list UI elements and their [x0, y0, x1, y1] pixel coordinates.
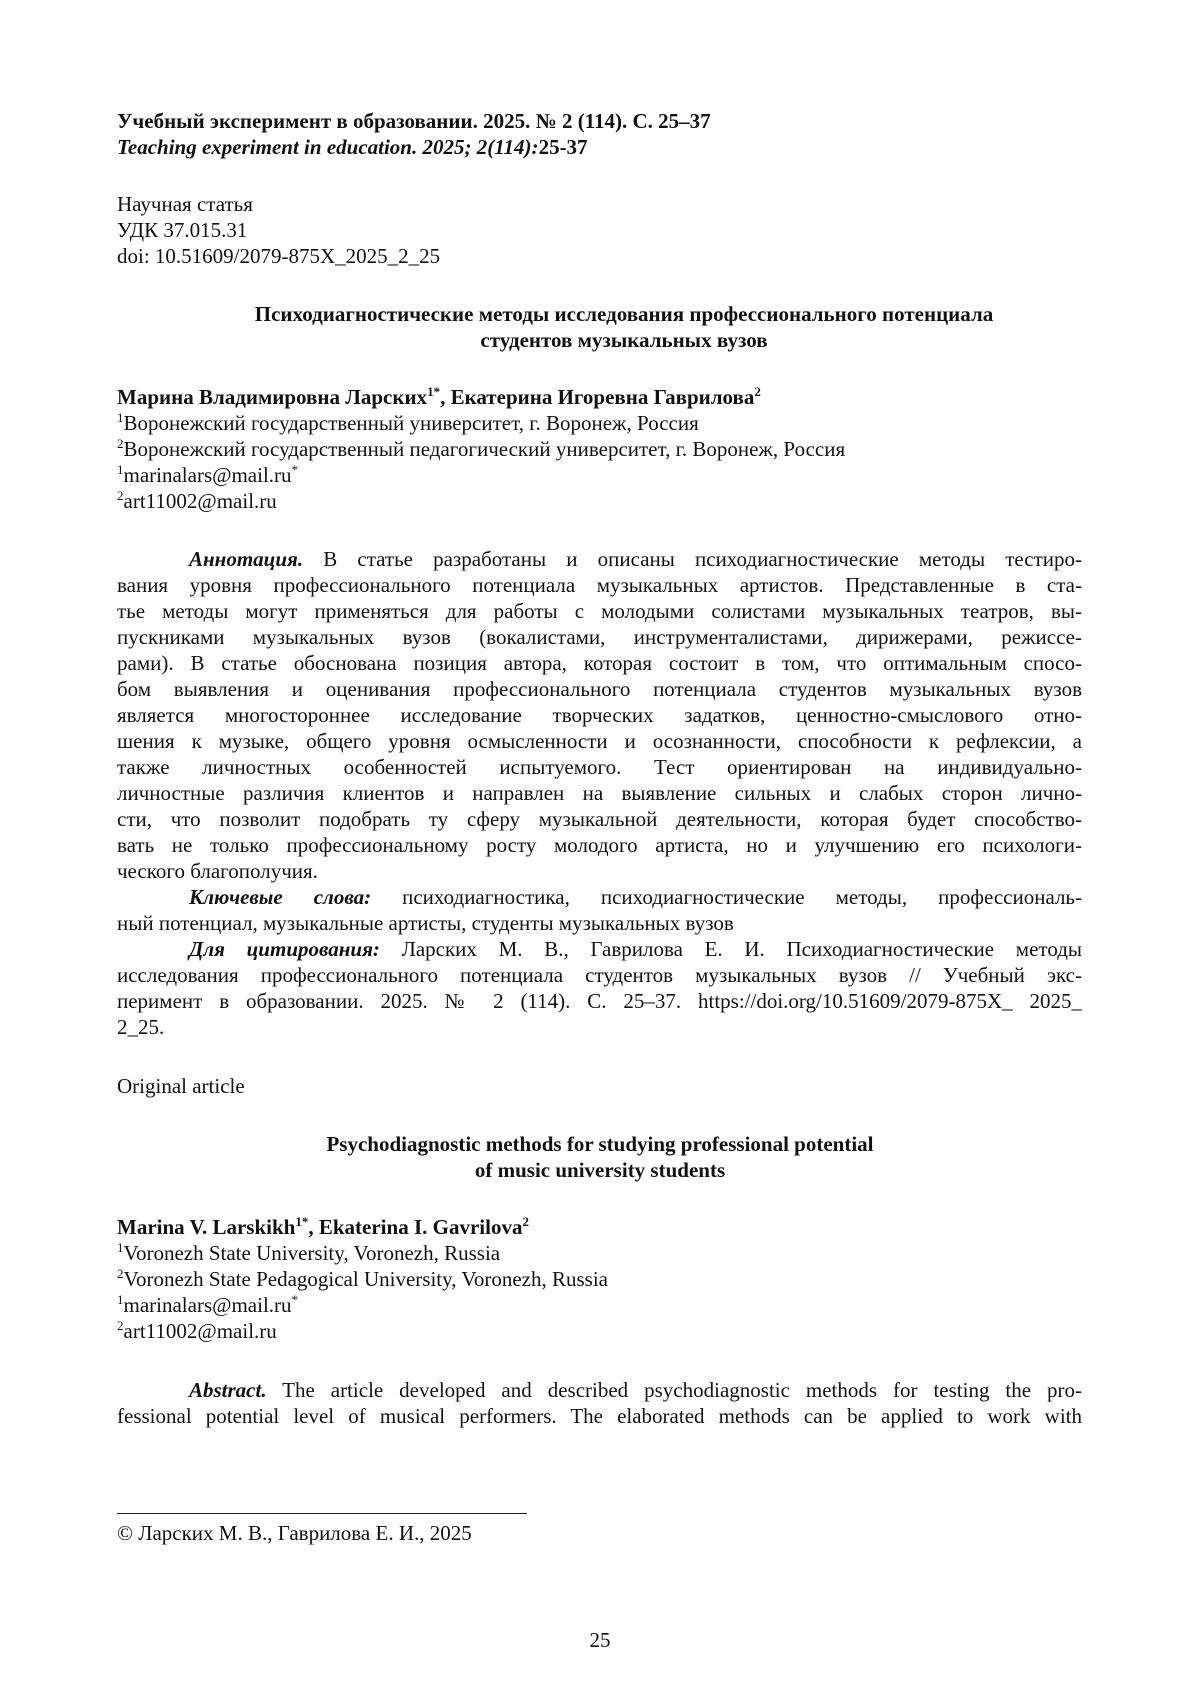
author-en-1-sup: 1*: [295, 1214, 309, 1229]
copyright-footnote: © Ларских М. В., Гаврилова Е. И., 2025: [117, 1521, 472, 1545]
abstract-en-line: [117, 1377, 1082, 1403]
keywords-ru-label: Ключевые слова:: [189, 885, 372, 909]
author-ru-1-sup: 1*: [427, 384, 441, 399]
aff-en-1-num: 1: [117, 1240, 124, 1255]
abstract-ru-line: вания уровня профессионального потенциала музыкальных артистов. Представленные в ста-: [117, 573, 1082, 597]
author-ru-2: Екатерина Игоревна Гаврилова: [450, 385, 755, 409]
article-type-en: Original article: [117, 1074, 245, 1098]
authors-ru: [117, 384, 761, 410]
abstract-ru-line: ческого благополучия.: [117, 859, 318, 883]
keywords-ru-line: [117, 884, 1082, 910]
abstract-ru-line: пускниками музыкальных вузов (вокалистами, инструменталистами, дирижерами, режиссе-: [117, 625, 1082, 649]
author-ru-sep: ,: [440, 385, 451, 409]
citation-ru-line: [117, 936, 1082, 962]
abstract-en-label: Abstract.: [189, 1378, 267, 1402]
affiliation-ru-1: [117, 410, 699, 436]
aff-ru-2-text: Воронежский государственный педагогический университет, г. Воронеж, Россия: [123, 437, 846, 461]
abstract-ru-label: Аннотация.: [189, 547, 304, 571]
abstract-en-line: fessional potential level of musical performers. The elaborated methods can be applied to work with: [117, 1404, 1082, 1428]
aff-ru-1-num: 1: [117, 410, 124, 425]
author-en-sep: ,: [308, 1215, 319, 1239]
doi: doi: 10.51609/2079-875X_2025_2_25: [117, 244, 441, 268]
journal-header-en-pages: 25-37: [538, 135, 588, 159]
email-en-1-text[interactable]: marinalars@mail.ru: [123, 1293, 292, 1317]
abstract-en-text: The article developed and described psychodiagnostic methods for testing the pro-: [266, 1378, 1082, 1402]
title-ru-line1: Психодиагностические методы исследования профессионального потенциала: [254, 302, 994, 326]
abstract-ru-line: [117, 546, 1082, 572]
author-en-2-sup: 2: [522, 1214, 529, 1229]
email-ru-1-text[interactable]: marinalars@mail.ru: [123, 463, 292, 487]
abstract-ru-line: также личностных особенностей испытуемого. Тест ориентирован на индивидуально-: [117, 755, 1082, 779]
authors-en: [117, 1214, 529, 1240]
citation-ru-label: Для цитирования:: [189, 937, 380, 961]
abstract-ru-line: шения к музыке, общего уровня осмысленности и осознанности, способности к рефлексии, а: [117, 729, 1082, 753]
affiliation-en-1: [117, 1240, 500, 1266]
abstract-ru-line: тье методы могут применяться для работы с молодыми солистами музыкальных театров, вы-: [117, 599, 1082, 623]
keywords-ru-line: ный потенциал, музыкальные артисты, студенты музыкальных вузов: [117, 911, 734, 935]
title-en-line1: Psychodiagnostic methods for studying professional potential: [326, 1132, 874, 1156]
abstract-ru-line: является многостороннее исследование творческих задатков, ценностно-смыслового отно-: [117, 703, 1082, 727]
citation-ru-line: исследования профессионального потенциала студентов музыкальных вузов // Учебный экс-: [117, 963, 1082, 987]
abstract-ru-line: рами). В статье обоснована позиция автора, которая состоит в том, что оптимальным спосо-: [117, 651, 1082, 675]
citation-ru-line: 2_25.: [117, 1015, 165, 1039]
aff-en-2-num: 2: [117, 1266, 124, 1281]
abstract-ru-text: В статье разработаны и описаны психодиагностические методы тестиро-: [303, 547, 1082, 571]
abstract-ru-line: личностные различия клиентов и направлен на выявление сильных и слабых сторон лично-: [117, 781, 1082, 805]
email-en-1-star: *: [291, 1292, 299, 1307]
udk: УДК 37.015.31: [117, 218, 248, 242]
email-en-1-num: 1: [117, 1292, 124, 1307]
email-en-2: [117, 1318, 277, 1344]
aff-en-1-text: Voronezh State University, Voronezh, Russia: [123, 1241, 501, 1265]
abstract-ru-line: бом выявления и оценивания профессионального потенциала студентов музыкальных вузов: [117, 677, 1082, 701]
aff-ru-1-text: Воронежский государственный университет, г. Воронеж, Россия: [123, 411, 699, 435]
aff-en-2-text: Voronezh State Pedagogical University, Voronezh, Russia: [123, 1267, 608, 1291]
email-ru-1-star: *: [291, 462, 299, 477]
author-en-1: Marina V. Larskikh: [117, 1215, 296, 1239]
title-ru-line2: студентов музыкальных вузов: [480, 328, 768, 352]
email-ru-1-num: 1: [117, 462, 124, 477]
article-type-ru: Научная статья: [117, 192, 253, 216]
aff-ru-2-num: 2: [117, 436, 124, 451]
author-ru-1: Марина Владимировна Ларских: [117, 385, 428, 409]
title-en-line2: of music university students: [474, 1158, 726, 1182]
abstract-ru-line: вать не только профессиональному росту молодого артиста, но и улучшению его психологи-: [117, 833, 1082, 857]
affiliation-ru-2: [117, 436, 845, 462]
footnote-divider: [117, 1513, 527, 1514]
journal-header-ru: Учебный эксперимент в образовании. 2025. № 2 (114). С. 25–37: [117, 109, 711, 133]
citation-ru-text: Ларских М. В., Гаврилова Е. И. Психодиагностические методы: [379, 937, 1083, 961]
abstract-ru-line: сти, что позволит подобрать ту сферу музыкальной деятельности, которая будет способство-: [117, 807, 1082, 831]
journal-header-en: [117, 134, 588, 160]
author-en-2: Ekaterina I. Gavrilova: [318, 1215, 523, 1239]
email-en-2-num: 2: [117, 1318, 124, 1333]
email-en-2-text[interactable]: art11002@mail.ru: [123, 1319, 277, 1343]
email-ru-2: [117, 488, 277, 514]
affiliation-en-2: [117, 1266, 608, 1292]
author-ru-2-sup: 2: [754, 384, 761, 399]
email-ru-2-text[interactable]: art11002@mail.ru: [123, 489, 277, 513]
email-en-1: [117, 1292, 298, 1318]
email-ru-2-num: 2: [117, 488, 124, 503]
citation-ru-line[interactable]: перимент в образовании. 2025. № 2 (114). С. 25–37. https://doi.org/10.51609/2079-875X_ 2025_: [117, 989, 1082, 1013]
page-number: 25: [589, 1628, 611, 1652]
email-ru-1: [117, 462, 298, 488]
journal-header-en-italic: Teaching experiment in education. 2025; 2(114):: [117, 135, 539, 159]
keywords-ru-text: психодиагностика, психодиагностические методы, профессиональ-: [371, 885, 1083, 909]
